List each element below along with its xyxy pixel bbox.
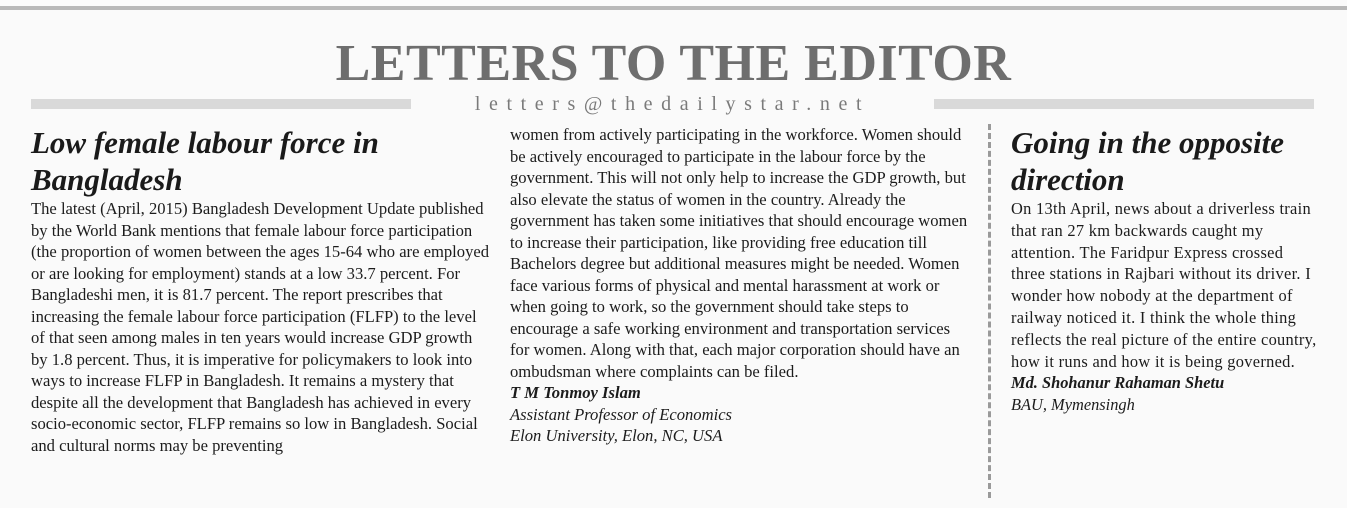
letter-headline: Going in the opposite direction — [1011, 125, 1285, 197]
letter-column-2 — [510, 124, 972, 447]
letter-body: The latest (April, 2015) Bangladesh Development Update published by the World Bank mentions that female labour force participation (the proportion of women between the ages 15-64 who are employed or are looking for employment) stands at a low 33.7 percent. For Bangladeshi men, it is 81.7 percent. The report prescribes that increasing the female labour force participation (FLFP) to the level of that seen among males in ten years would increase GDP growth by 1.8 percent. Thus, it is imperative for policymakers to look into ways to increase FLFP in Bangladesh. It remains a mystery that despite all the development that Bangladesh has achieved in every socio-economic sector, FLFP remains so low in Bangladesh. Social and cultural norms may be preventing — [31, 199, 490, 455]
section-title: LETTERS TO THE EDITOR — [335, 35, 1012, 92]
top-rule — [0, 6, 1347, 10]
column-divider — [988, 124, 991, 498]
letter-headline: Low female labour force in Bangladesh — [31, 125, 379, 197]
letter-body: On 13th April, news about a driverless train that ran 27 km backwards caught my attention. The Faridpur Express crossed three stations in Rajbari without its driver. I wonder how nobody at the department of railway noticed it. I think the whole thing reflects the real picture of the entire country, how it runs and how it is being governed. — [1011, 199, 1317, 371]
author-location: BAU, Mymensingh — [1011, 395, 1135, 415]
letter-author: T M Tonmoy Islam — [510, 383, 641, 402]
author-title: Assistant Professor of Economics — [510, 404, 733, 424]
editor-email: letters@thedailystar.net — [474, 93, 871, 115]
rule-right — [934, 99, 1314, 109]
author-location: Elon University, Elon, NC, USA — [510, 426, 723, 445]
rule-left — [31, 99, 411, 109]
letter-body-continued: women from actively participating in the workforce. Women should be actively encouraged to participate in the labour force by the government. This will not only help to increase the GDP growth, but also elevate the status of women in the country. Already the government has taken some initiatives that should encourage women to increase their participation, like providing free education till Bachelors degree but additional measures might be needed. Women face various forms of physical and mental harassment at work or when going to work, so the government should take steps to encourage a safe working environment and transportation services for women. Along with that, each major corporation should have an ombudsman where complaints can be filed. — [510, 125, 968, 381]
letter-author: Md. Shohanur Rahaman Shetu — [1011, 373, 1225, 393]
letter-column-1 — [31, 124, 491, 456]
letter-column-3 — [1011, 124, 1321, 416]
